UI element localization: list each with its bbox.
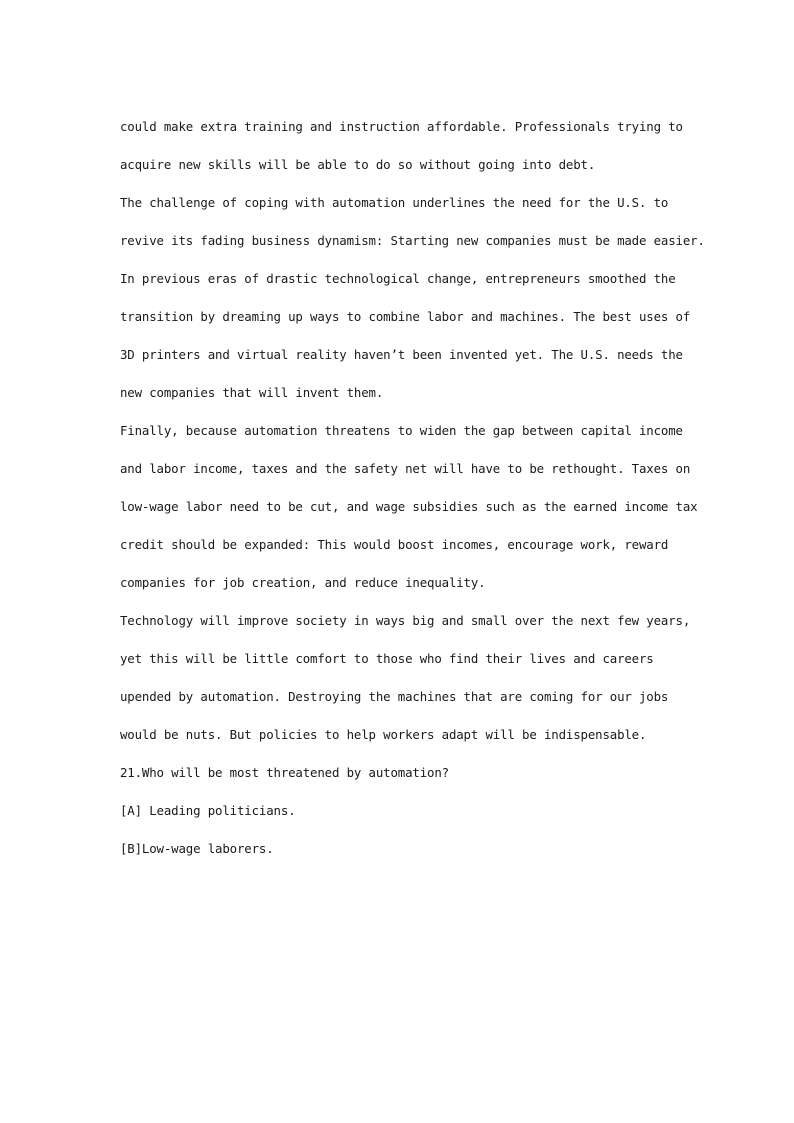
paragraph-3 — [120, 421, 698, 611]
text-line: would be nuts. But policies to help workers adapt will be indispensable. — [120, 727, 647, 742]
text-line: Technology will improve society in ways big and small over the next few years, — [120, 613, 691, 628]
question-block — [120, 763, 690, 877]
paragraph-2 — [120, 193, 705, 421]
text-line: upended by automation. Destroying the machines that are coming for our jobs — [120, 689, 669, 704]
paragraph-1 — [120, 117, 690, 193]
text-line: low-wage labor need to be cut, and wage subsidies such as the earned income tax — [120, 499, 698, 514]
text-line: companies for job creation, and reduce inequality. — [120, 575, 486, 590]
text-line: In previous eras of drastic technological change, entrepreneurs smoothed the — [120, 271, 676, 286]
text-line: acquire new skills will be able to do so without going into debt. — [120, 157, 596, 172]
option-b: [B]Low-wage laborers. — [120, 841, 274, 856]
text-line: credit should be expanded: This would boost incomes, encourage work, reward — [120, 537, 669, 552]
paragraph-4 — [120, 611, 690, 763]
question-text: 21.Who will be most threatened by automation? — [120, 765, 449, 780]
text-line: transition by dreaming up ways to combine labor and machines. The best uses of — [120, 309, 691, 324]
text-line: revive its fading business dynamism: Starting new companies must be made easier. — [120, 233, 705, 248]
text-line: could make extra training and instruction affordable. Professionals trying to — [120, 119, 683, 134]
text-line: yet this will be little comfort to those who find their lives and careers — [120, 651, 654, 666]
option-a: [A] Leading politicians. — [120, 803, 296, 818]
text-line: 3D printers and virtual reality haven’t been invented yet. The U.S. needs the — [120, 347, 683, 362]
text-line: new companies that will invent them. — [120, 385, 384, 400]
document-page — [120, 117, 705, 877]
text-line: and labor income, taxes and the safety net will have to be rethought. Taxes on — [120, 461, 691, 476]
text-line: The challenge of coping with automation underlines the need for the U.S. to — [120, 195, 669, 210]
text-line: Finally, because automation threatens to widen the gap between capital income — [120, 423, 683, 438]
